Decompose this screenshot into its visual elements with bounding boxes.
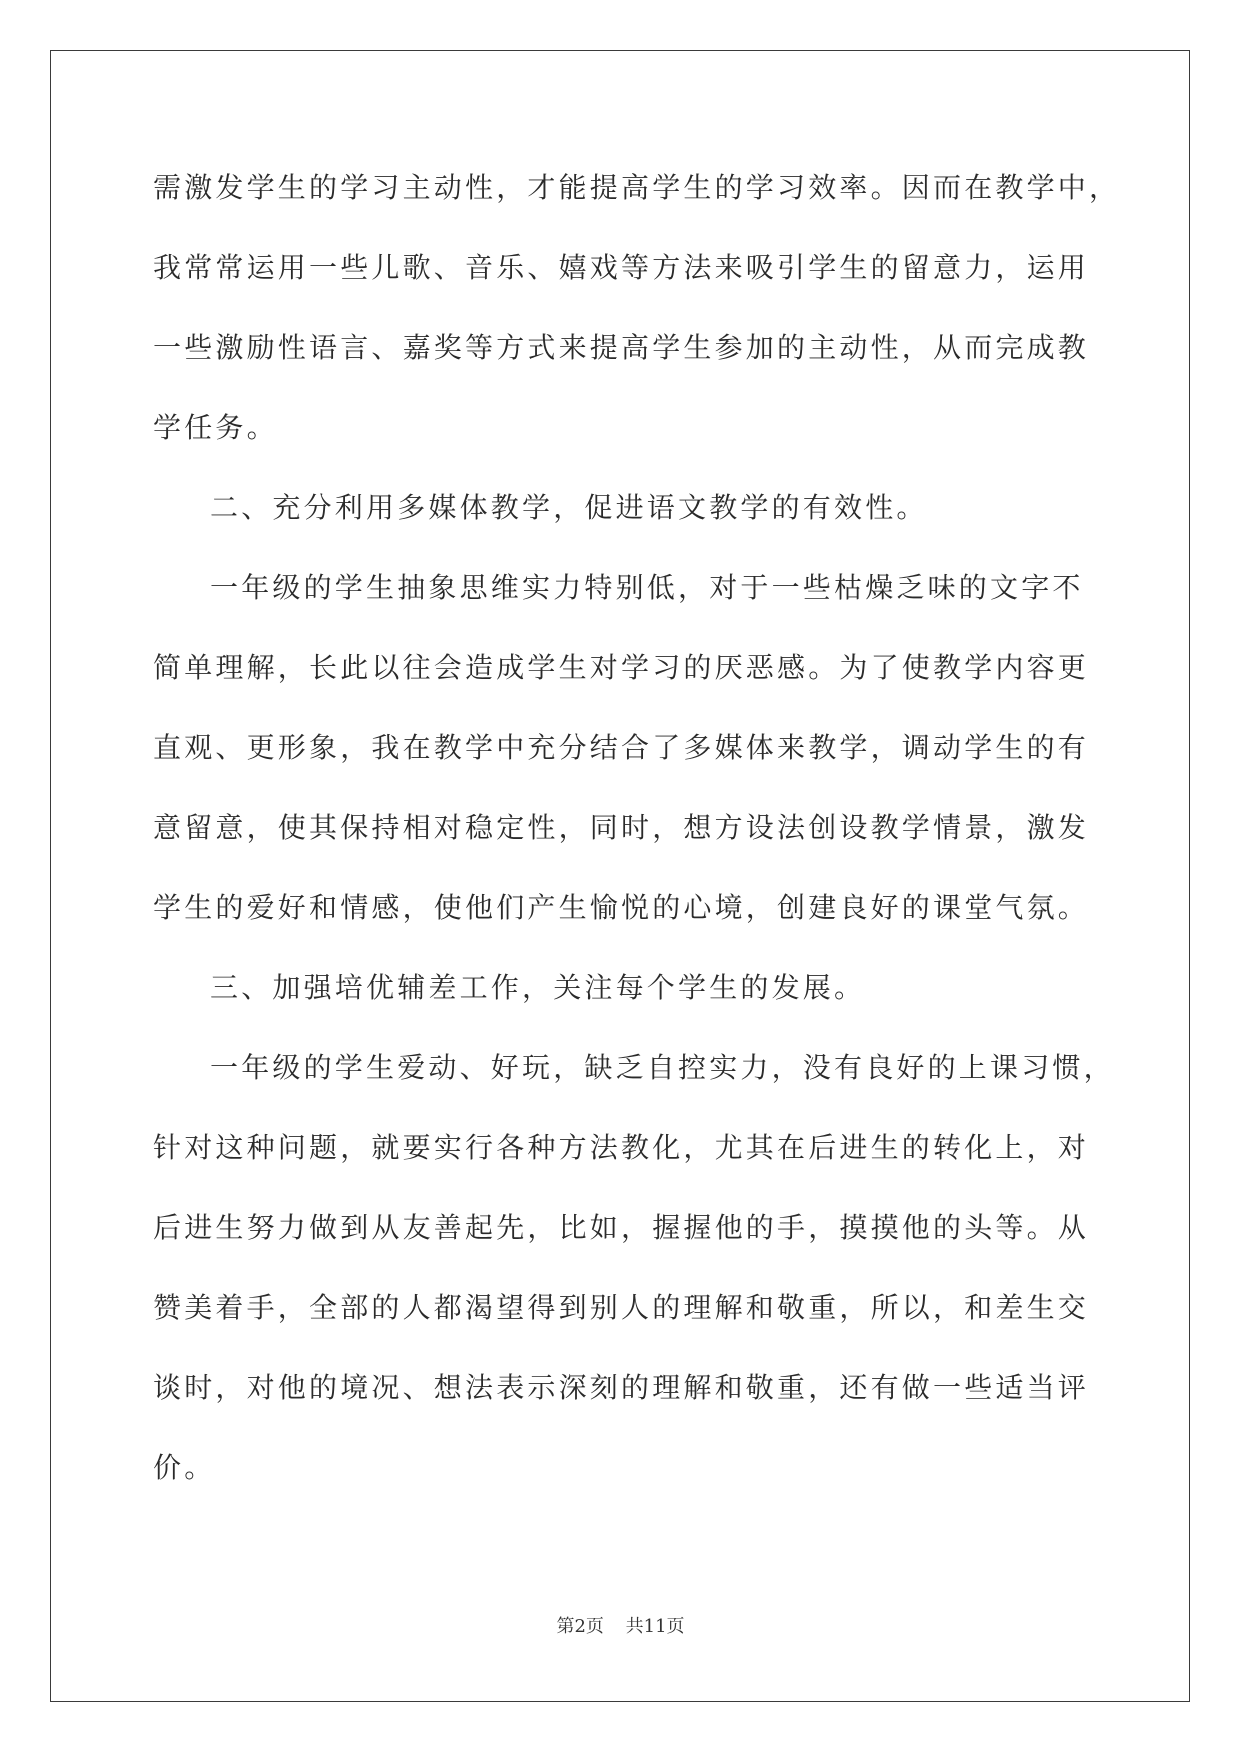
- paragraph-line: 直观、更形象，我在教学中充分结合了多媒体来教学，调动学生的有: [153, 731, 1090, 764]
- section-heading: 二、充分利用多媒体教学，促进语文教学的有效性。: [210, 491, 928, 524]
- paragraph-line: 谈时，对他的境况、想法表示深刻的理解和敬重，还有做一些适当评: [153, 1371, 1090, 1404]
- page-footer: [0, 1612, 1241, 1638]
- paragraph-line: 赞美着手，全部的人都渴望得到别人的理解和敬重，所以，和差生交: [153, 1291, 1090, 1324]
- paragraph-line: 后进生努力做到从友善起先，比如，握握他的手，摸摸他的头等。从: [153, 1211, 1090, 1244]
- paragraph-line: 一些激励性语言、嘉奖等方式来提高学生参加的主动性，从而完成教: [153, 331, 1090, 364]
- paragraph-line: 价。: [153, 1451, 216, 1484]
- paragraph-line: 我常常运用一些儿歌、音乐、嬉戏等方法来吸引学生的留意力，运用: [153, 251, 1090, 284]
- section-heading: 三、加强培优辅差工作，关注每个学生的发展。: [210, 971, 866, 1004]
- paragraph-line: 一年级的学生抽象思维实力特别低，对于一些枯燥乏味的文字不: [210, 571, 1084, 604]
- page-total: 共11页: [625, 1616, 685, 1637]
- paragraph-line: 针对这种问题，就要实行各种方法教化，尤其在后进生的转化上，对: [153, 1131, 1090, 1164]
- paragraph-line: 学任务。: [153, 411, 278, 444]
- paragraph-line: 简单理解，长此以往会造成学生对学习的厌恶感。为了使教学内容更: [153, 651, 1090, 684]
- paragraph-line: 一年级的学生爱动、好玩，缺乏自控实力，没有良好的上课习惯，: [210, 1051, 1115, 1084]
- paragraph-line: 意留意，使其保持相对稳定性，同时，想方设法创设教学情景，激发: [153, 811, 1090, 844]
- paragraph-line: 需激发学生的学习主动性，才能提高学生的学习效率。因而在教学中，: [153, 171, 1121, 204]
- paragraph-line: 学生的爱好和情感，使他们产生愉悦的心境，创建良好的课堂气氛。: [153, 891, 1090, 924]
- page-number: 第2页: [556, 1616, 604, 1637]
